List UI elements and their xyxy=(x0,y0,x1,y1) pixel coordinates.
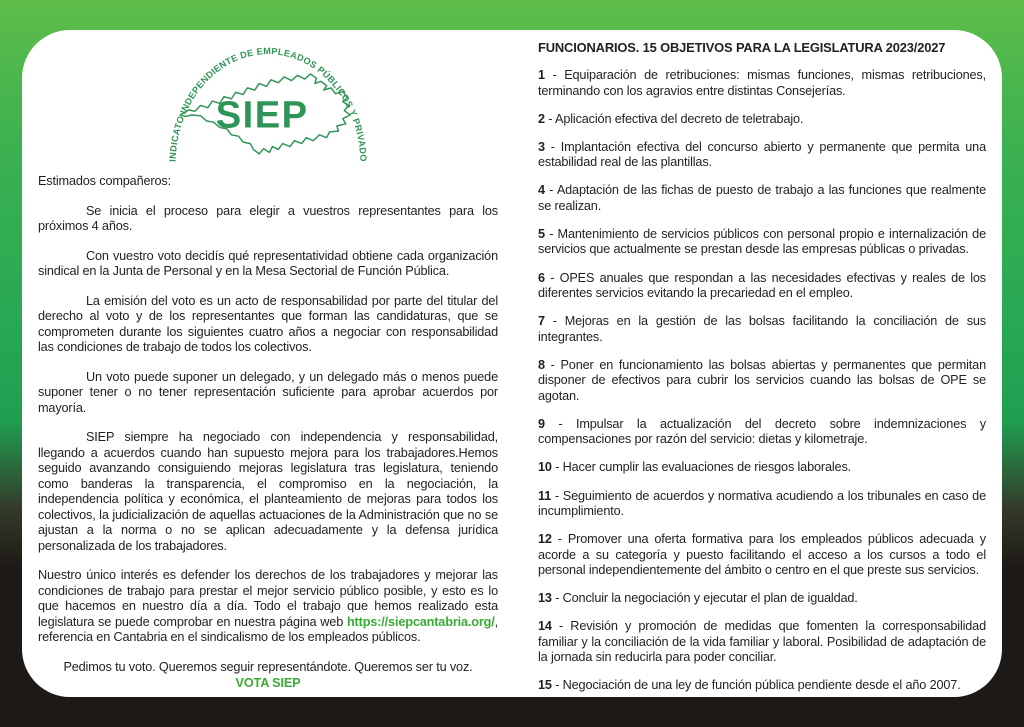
column-gap xyxy=(498,38,538,687)
objective-number: 3 xyxy=(538,139,545,154)
objective-item: 2 - Aplicación efectiva del decreto de teletrabajo. xyxy=(538,111,804,126)
objective-number: 15 xyxy=(538,678,552,693)
objectives-list xyxy=(538,68,986,694)
objective-item: 12 - Promover una oferta formativa para los empleados públicos adecuada y acorde a su categoría y puesto facilitando el acceso a los cursos a todo el personal independientemente del ámbito o centro en el que preste sus servicios. xyxy=(538,532,986,578)
logo-acronym: SIEP xyxy=(215,93,309,137)
letter-paragraph: Se inicia el proceso para elegir a vuestros representantes para los próximos 4 años. xyxy=(38,203,498,233)
vota-siep-cta: VOTA SIEP xyxy=(235,676,301,690)
objective-number: 4 xyxy=(538,183,545,198)
objective-item: 3 - Implantación efectiva del concurso abierto y permanente que permita una estabilidad real de las plantillas. xyxy=(538,139,986,170)
objective-number: 12 xyxy=(538,532,552,547)
letter-paragraph: SIEP siempre ha negociado con independencia y responsabilidad, llegando a acuerdos cuando han supuesto mejora para los trabajadores.Hemos seguido avanzando consiguiendo mejoras legislatura tras legislatura, teniendo como banderas la transparencia, el compromiso en la negociación, la independencia política y económica, el planteamiento de mejoras para todos los colectivos, la judicialización de aquellas actuaciones de la Administración que no se ajustan a la norma o no se aplican adecuadamente y la defensa jurídica personalizada de los trabajadores. xyxy=(38,430,498,553)
objective-number: 14 xyxy=(538,619,552,634)
salutation: Estimados compañeros: xyxy=(38,174,171,188)
closing-line: Pedimos tu voto. Queremos seguir representándote. Queremos ser tu voz. xyxy=(63,659,473,674)
objective-item: 8 - Poner en funcionamiento las bolsas abiertas y permanentes que permitan disponer de efectivos para cubrir los servicios cuando las bolsas de OPE se agotan. xyxy=(538,357,986,403)
objective-item: 9 - Impulsar la actualización del decreto sobre indemnizaciones y compensaciones por razón del servicio: dietas y kilometraje. xyxy=(538,416,986,447)
logo-arc-text: SINDICATO INDEPENDIENTE DE EMPLEADOS PÚBLICOS Y PRIVADOS xyxy=(154,30,369,162)
objective-item: 6 - OPES anuales que respondan a las necesidades efectivas y reales de los diferentes servicios evitando la precariedad en el empleo. xyxy=(538,270,986,301)
website-link[interactable]: https://siepcantabria.org/ xyxy=(346,614,495,629)
objective-number: 7 xyxy=(538,314,545,329)
objective-item: 4 - Adaptación de las fichas de puesto de trabajo a las funciones que realmente se realizan. xyxy=(538,183,986,213)
objective-number: 11 xyxy=(538,488,552,503)
siep-logo-svg xyxy=(135,30,401,170)
siep-logo xyxy=(135,30,401,170)
letter-paragraph: La emisión del voto es un acto de responsabilidad por parte del titular del derecho al voto y de los representantes que forman las candidaturas, que se comprometen durante los siguientes cuatro años a negociar con responsabilidad las condiciones de trabajo de todos los colectivos. xyxy=(38,293,498,354)
objective-item: 10 - Hacer cumplir las evaluaciones de riesgos laborales. xyxy=(538,460,852,475)
objective-item: 5 - Mantenimiento de servicios públicos con personal propio e internalización de servicios que actualmente se prestan desde las empresas públicas o privadas. xyxy=(538,226,986,257)
objective-number: 9 xyxy=(538,416,545,431)
objective-item: 13 - Concluir la negociación y ejecutar el plan de igualdad. xyxy=(538,591,858,606)
objective-item: 11 - Seguimiento de acuerdos y normativa acudiendo a los tribunales en caso de incumplimiento. xyxy=(538,488,986,519)
letter-column xyxy=(38,30,498,690)
objective-number: 13 xyxy=(538,591,552,606)
objective-number: 8 xyxy=(538,357,545,372)
objective-number: 10 xyxy=(538,460,552,475)
leaflet-card xyxy=(22,30,1002,697)
objective-item: 15 - Negociación de una ley de función pública pendiente desde el año 2007. xyxy=(538,678,961,693)
objectives-title: FUNCIONARIOS. 15 OBJETIVOS PARA LA LEGISLATURA 2023/2027 xyxy=(538,40,946,55)
objective-number: 6 xyxy=(538,270,545,285)
objective-item: 7 - Mejoras en la gestión de las bolsas facilitando la conciliación de sus integrantes. xyxy=(538,314,986,344)
objective-number: 5 xyxy=(538,226,545,241)
objective-item: 1 - Equiparación de retribuciones: mismas funciones, mismas retribuciones, terminando con los agravios entre distintas Consejerías. xyxy=(538,68,986,98)
objectives-column xyxy=(538,38,986,693)
objective-item: 14 - Revisión y promoción de medidas que fomenten la corresponsabilidad familiar y la conciliación de la vida familiar y laboral. Posibilidad de adaptación de la jornada sin reducirla para poder conciliar. xyxy=(538,619,986,665)
objective-number: 1 xyxy=(538,68,545,83)
letter-paragraph: Con vuestro voto decidís qué representatividad obtiene cada organización sindical en la Junta de Personal y en la Mesa Sectorial de Función Pública. xyxy=(38,248,498,278)
letter-body xyxy=(38,204,498,646)
letter-paragraph: Nuestro único interés es defender los derechos de los trabajadores y mejorar las condiciones de trabajo para prestar el mejor servicio público posible, y esto es lo que hacemos en nuestro día a día. Todo el trabajo que hemos realizado esta legislatura se puede comprobar en nuestra página web https://siepcantabria.org/, referencia en Cantabria en el sindicalismo de los empleados públicos. xyxy=(38,568,498,644)
objective-number: 2 xyxy=(538,111,545,126)
letter-paragraph: Un voto puede suponer un delegado, y un delegado más o menos puede suponer tener o no tener representación suficiente para aprobar acuerdos por mayoría. xyxy=(38,369,498,415)
